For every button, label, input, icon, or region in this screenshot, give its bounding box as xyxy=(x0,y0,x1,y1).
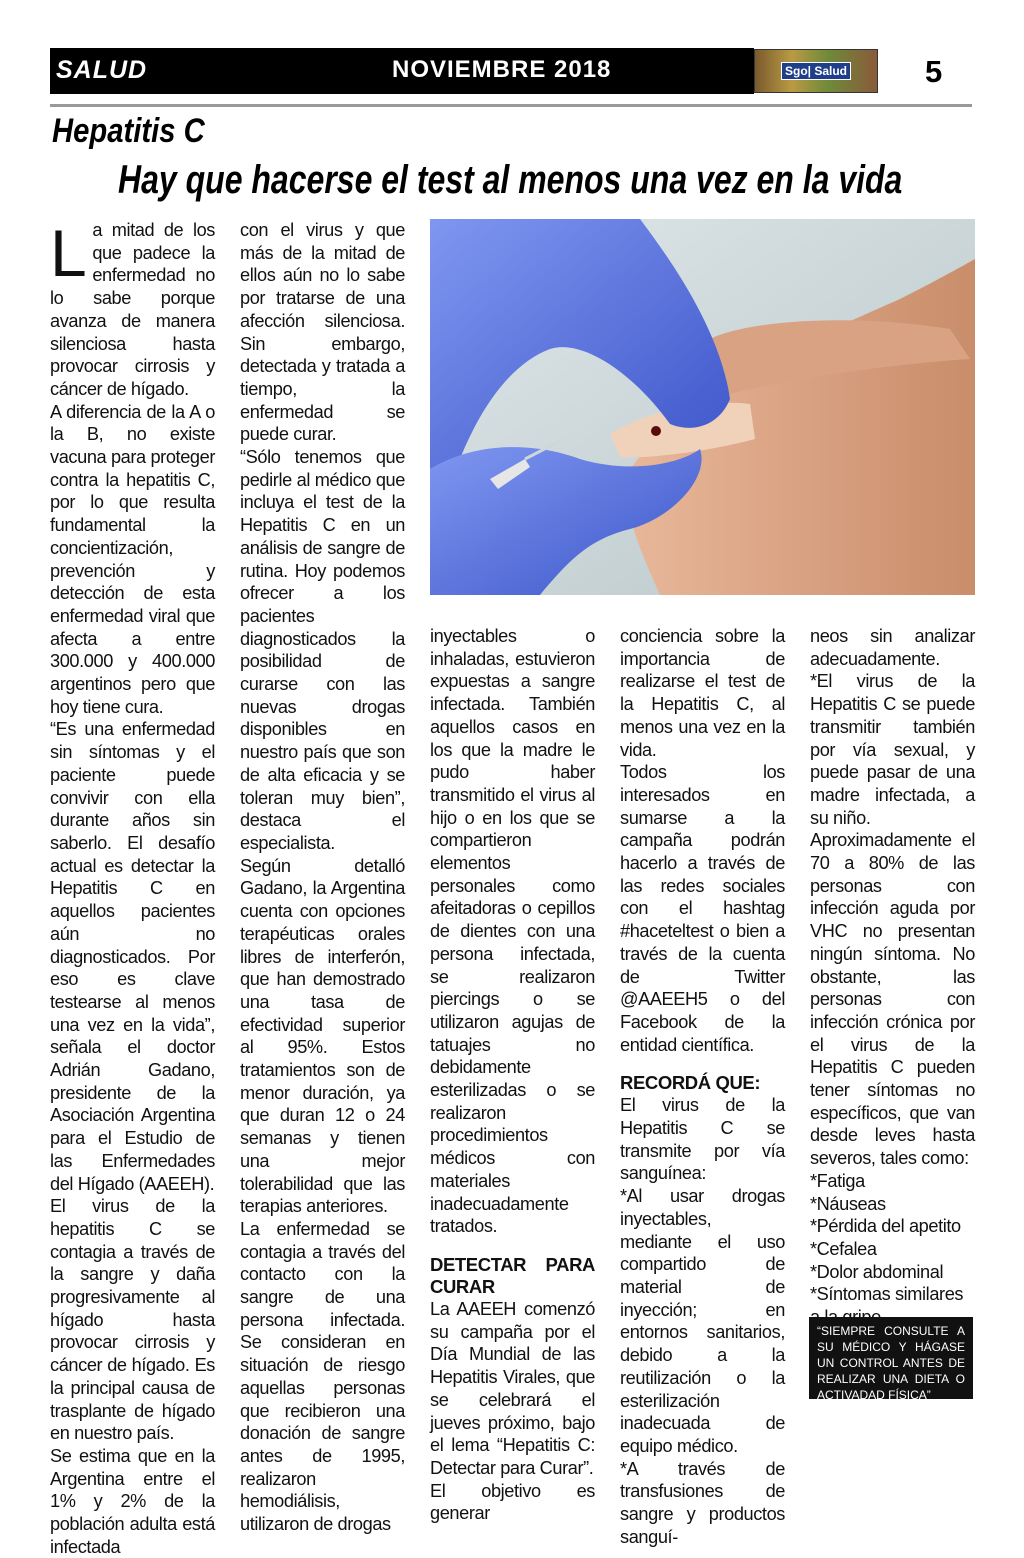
section-label: SALUD xyxy=(56,56,148,84)
paragraph: El virus de la hepatitis C se contagia a través de la sangre y daña progresivamente al hígado hasta provocar cirrosis y cáncer de hígado. Es la principal causa de trasplante de hígado en nuestro país. xyxy=(50,1196,215,1444)
page-number: 5 xyxy=(925,54,943,89)
logo-text: Sgo| Salud xyxy=(781,62,851,80)
list-item: *Síntomas similares xyxy=(810,1284,964,1305)
paragraph: El virus de la Hepatitis C se transmite por vía sanguínea: xyxy=(620,1095,785,1184)
paragraph: Aproximadamente el 70 a 80% de las personas con infección aguda por VHC no presentan ningún síntoma. No obstante, las personas con infección crónica por el virus de la Hepatitis C pueden tener síntomas no específicos, que van desde leves hasta severos, tales como: xyxy=(810,830,975,1169)
list-item: *Cefalea xyxy=(810,1238,877,1259)
paragraph: *Al usar drogas inyectables, mediante el uso compartido de material de inyección; en entornos sanitarios, debido a la reutilización o la esterilización inadecuada de equipo médico. xyxy=(620,1186,785,1456)
paragraph: Se estima que en la Argentina entre el 1% y 2% de la población adulta está infectada xyxy=(50,1445,215,1557)
column-3 xyxy=(430,625,595,1525)
paragraph: A diferencia de la A o la B, no existe vacuna para proteger contra la hepatitis C, por lo que resulta fundamental la concientización, prevención y detección de esta enfermedad viral que afecta a entre 300.000 y 400.000 argentinos pero que hoy tiene cura. xyxy=(50,401,215,717)
list-item: *Pérdida del apetito xyxy=(810,1216,961,1237)
column-5 xyxy=(810,625,975,1329)
paragraph: *A través de transfusiones de sangre y productos sanguí- xyxy=(620,1458,785,1547)
list-item: *Fatiga xyxy=(810,1170,865,1191)
symptom-list xyxy=(810,1170,975,1329)
paragraph: inyectables o inhaladas, estuvieron expuestas a sangre infectada. También aquellos casos en los que la madre le pudo haber transmitido el virus al hijo o en los que se compartieron elementos personales como afeitadoras o cepillos de dientes con una persona infectada, se realizaron piercings o se utilizaron agujas de tatuajes no debidamente esterilizadas o se realizaron procedimientos médicos con materiales inadecuadamente tratados. xyxy=(430,626,595,1237)
callout-box: “SIEMPRE CONSULTE A SU MÉDICO Y HÁGASE UN CONTROL ANTES DE REALIZAR UNA DIETA O ACTIVADAD FÍSICA” xyxy=(809,1317,973,1399)
paragraph: La enfermedad se contagia a través del contacto con la sangre de una persona infectada. Se consideran en situación de riesgo aquellas personas que recibieron una donación de sangre antes de 1995, realizaron hemodiálisis, utilizaron de drogas xyxy=(240,1218,405,1535)
publication-logo xyxy=(754,49,878,93)
column-4 xyxy=(620,625,785,1548)
column-2 xyxy=(240,219,405,1536)
paragraph: El objetivo es generar xyxy=(430,1480,595,1524)
article-kicker: Hepatitis C xyxy=(52,112,205,150)
article-photo xyxy=(430,219,975,595)
paragraph: Todos los interesados en sumarse a la campaña podrán hacerlo a través de las redes sociales con el hashtag #haceteltest o bien a través de la cuenta de Twitter @AAEEH5 o del Facebook de la entidad científica. xyxy=(620,762,785,1055)
subheading-detectar: DETECTAR PARA CURAR xyxy=(430,1253,595,1297)
issue-date: NOVIEMBRE 2018 xyxy=(392,56,612,83)
subheading-recorda: RECORDÁ QUE: xyxy=(620,1072,761,1094)
column-1 xyxy=(50,216,215,1558)
paragraph: La AAEEH comenzó su campaña por el Día Mundial de las Hepatitis Virales, que se celebrará el jueves próximo, bajo el lema “Hepatitis C: Detectar para Curar”. xyxy=(430,1298,595,1478)
paragraph: neos sin analizar adecuadamente. xyxy=(810,626,975,669)
paragraph: con el virus y que más de la mitad de ellos aún no lo sabe por tratarse de una afección silenciosa. Sin embargo, detectada y tratada a tiempo, la enfermedad se puede curar. xyxy=(240,220,405,445)
finger-prick-photo xyxy=(430,219,975,595)
paragraph: *El virus de la Hepatitis C se puede transmitir también por vía sexual, y puede pasar de una madre infectada, a su niño. xyxy=(810,671,975,828)
list-item: *Dolor abdominal xyxy=(810,1261,944,1282)
list-item: *Náuseas xyxy=(810,1193,886,1214)
article-headline: Hay que hacerse el test al menos una vez en la vida xyxy=(118,158,903,202)
paragraph: conciencia sobre la importancia de realizarse el test de la Hepatitis C, al menos una vez en la vida. xyxy=(620,626,785,760)
paragraph: “Es una enfermedad sin síntomas y el paciente puede convivir con ella durante años sin saberlo. El desafío actual es detectar la Hepatitis C en aquellos pacientes aún no diagnosticados. Por eso es clave testearse al menos una vez en la vida”, señala el doctor Adrián Gadano, presidente de la Asociación Argentina para el Estudio de las Enfermedades del Hígado (AAEEH). xyxy=(50,719,215,1194)
paragraph: a mitad de los que padece la enfermedad no lo sabe porque avanza de manera silenciosa hasta provocar cirrosis y cáncer de hígado. xyxy=(50,220,215,399)
paragraph: “Sólo tenemos que pedirle al médico que incluya el test de la Hepatitis C en un análisis de sangre de rutina. Hoy podemos ofrecer a los pacientes diagnosticados la posibilidad de curarse con las nuevas drogas disponibles en nuestro país que son de alta eficacia y se toleran muy bien”, destaca el especialista. xyxy=(240,447,405,853)
header-rule xyxy=(50,104,972,107)
paragraph: Según detalló Gadano, la Argentina cuenta con opciones terapéuticas orales libres de interferón, que han demostrado una tasa de efectividad superior al 95%. Estos tratamientos son de menor duración, ya que duran 12 o 24 semanas y tienen una mejor tolerabilidad que las terapias anteriores. xyxy=(240,855,405,1217)
drop-cap: L xyxy=(50,216,87,290)
